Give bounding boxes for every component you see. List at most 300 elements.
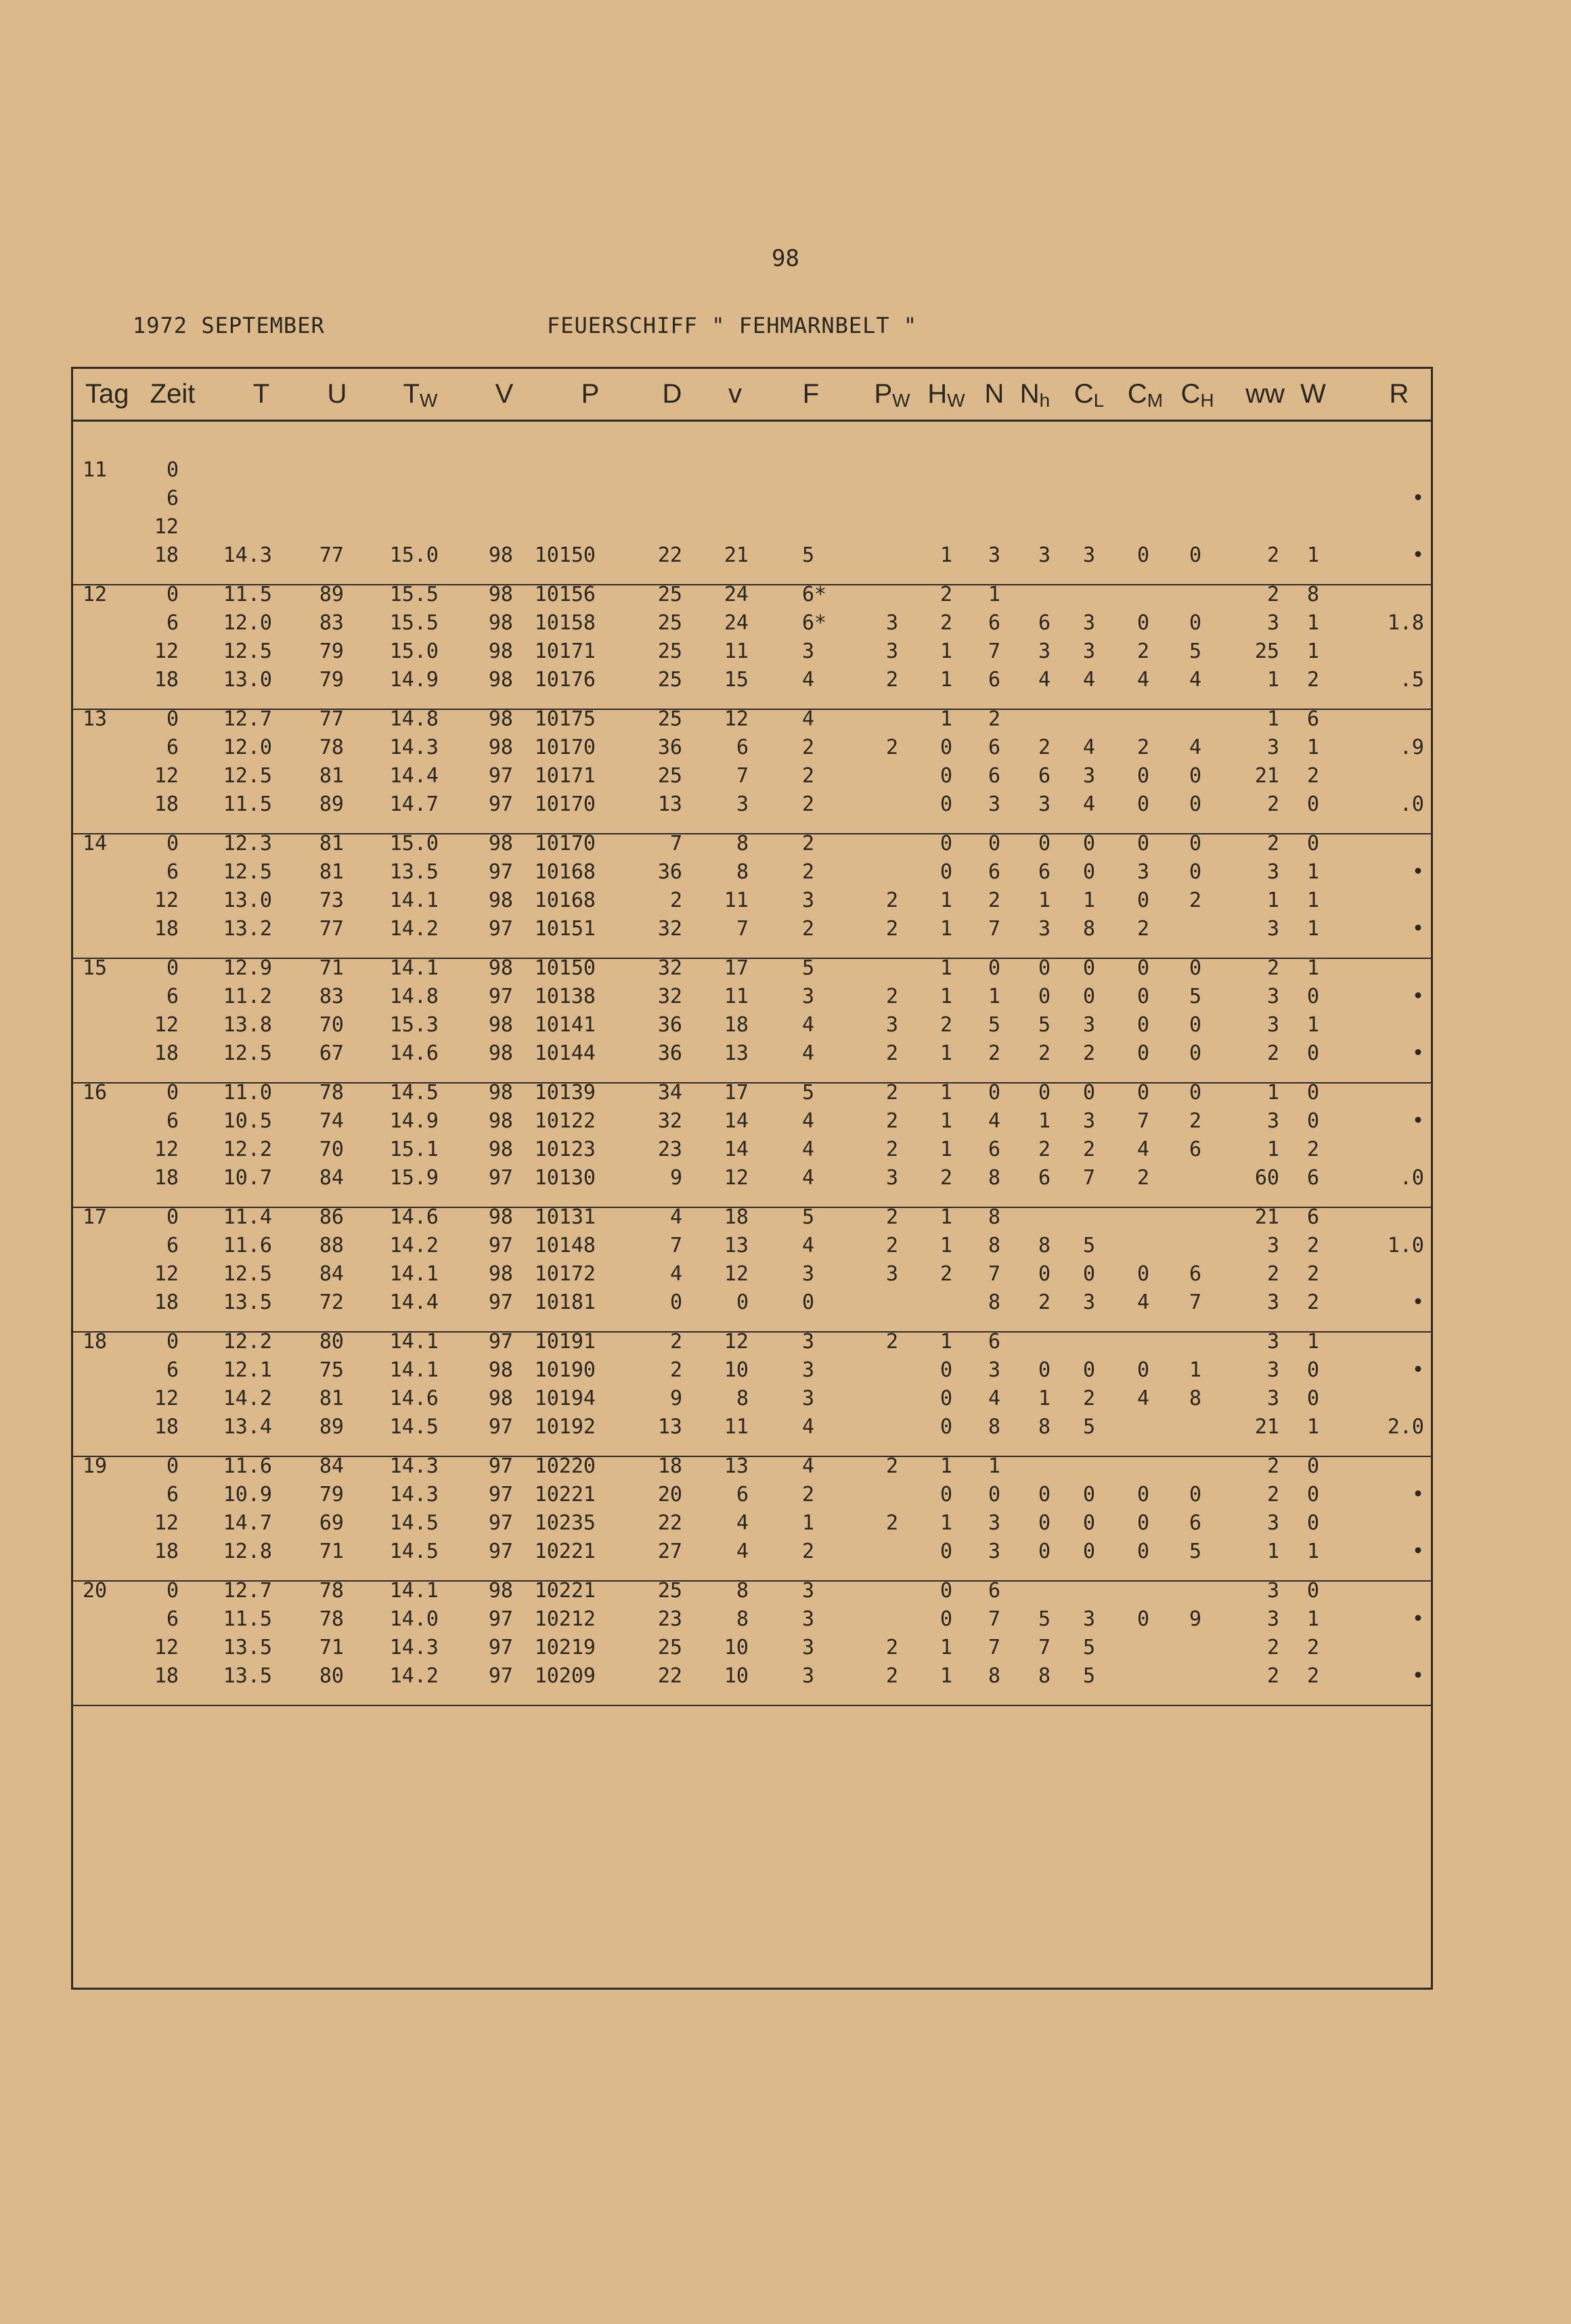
cell-cl: 0 [1082, 832, 1096, 855]
cell-tw: 15.9 [389, 1166, 439, 1190]
cell-nh: 0 [1038, 1483, 1051, 1506]
cell-ch: 7 [1189, 1291, 1202, 1314]
group-rule [71, 709, 1433, 710]
cell-t: 12.3 [223, 832, 272, 855]
cell-f: 5 [802, 1205, 815, 1229]
cell-pw: 2 [885, 985, 899, 1008]
cell-v: 98 [488, 640, 513, 663]
cell-cm: 0 [1136, 889, 1150, 912]
cell-zeit: 0 [166, 583, 179, 606]
cell-cl: 1 [1082, 889, 1096, 912]
cell-u: 69 [319, 1511, 344, 1535]
cell-t: 13.0 [223, 668, 272, 692]
cell-tw: 14.1 [389, 956, 439, 980]
cell-n: 7 [988, 1636, 1001, 1659]
cell-zeit: 6 [166, 736, 179, 759]
cell-zeit: 0 [166, 832, 179, 855]
cell-f: 2 [802, 1540, 815, 1563]
cell-ch: 0 [1189, 792, 1202, 816]
cell-cm: 2 [1136, 1166, 1150, 1190]
cell-d: 23 [657, 1138, 682, 1161]
cell-nh: 6 [1038, 860, 1051, 884]
col-header-u: U [327, 379, 347, 409]
cell-t: 14.2 [223, 1387, 272, 1410]
cell-n: 6 [988, 764, 1001, 788]
col-header-zeit: Zeit [150, 379, 196, 409]
cell-p: 10156 [534, 583, 596, 606]
cell-ch: 4 [1189, 736, 1202, 759]
cell-pw: 2 [885, 668, 899, 692]
cell-tw: 14.4 [389, 764, 439, 788]
cell-cm: 3 [1136, 860, 1150, 884]
cell-p: 10175 [534, 707, 596, 731]
cell-tw: 14.5 [389, 1081, 439, 1104]
cell-nh: 6 [1038, 1166, 1051, 1190]
cell-v: 97 [488, 1483, 513, 1506]
cell-t: 12.5 [223, 860, 272, 884]
cell-ch: 0 [1189, 1042, 1202, 1065]
cell-ch: 0 [1189, 764, 1202, 788]
cell-zeit: 0 [166, 956, 179, 980]
cell-cm: 0 [1136, 1081, 1150, 1104]
cell-u: 84 [319, 1166, 344, 1190]
cell-n: 1 [988, 583, 1001, 606]
cell-t: 12.7 [223, 707, 272, 731]
cell-p: 10221 [534, 1483, 596, 1506]
cell-zeit: 0 [166, 1081, 179, 1104]
cell-t: 12.5 [223, 1262, 272, 1286]
cell-tw: 14.5 [389, 1415, 439, 1439]
cell-ww: 3 [1266, 1234, 1279, 1257]
cell-p: 10150 [534, 543, 596, 567]
cell-p: 10139 [534, 1081, 596, 1104]
cell-hw: 1 [939, 1042, 953, 1065]
cell-n: 0 [988, 832, 1001, 855]
cell-v: 97 [488, 764, 513, 788]
cell-tw: 14.3 [389, 736, 439, 759]
cell-tw: 14.1 [389, 889, 439, 912]
col-header-pw: $P_W$ [874, 379, 910, 411]
cell-ww: 3 [1266, 1511, 1279, 1535]
cell-ww: 3 [1266, 1607, 1279, 1631]
cell-vv: 13 [724, 1234, 749, 1257]
cell-v: 97 [488, 1511, 513, 1535]
cell-n: 8 [988, 1291, 1001, 1314]
cell-r: • [1411, 1483, 1424, 1506]
cell-u: 86 [319, 1205, 344, 1229]
cell-nh: 2 [1038, 1291, 1051, 1314]
cell-v: 98 [488, 1205, 513, 1229]
cell-v: 98 [488, 611, 513, 635]
cell-tw: 14.1 [389, 1579, 439, 1603]
cell-w: 0 [1306, 1358, 1320, 1382]
cell-nh: 7 [1038, 1636, 1051, 1659]
cell-d: 32 [657, 917, 682, 941]
cell-nh: 0 [1038, 956, 1051, 980]
cell-n: 7 [988, 640, 1001, 663]
cell-ww: 3 [1266, 736, 1279, 759]
cell-f: 5 [802, 1081, 815, 1104]
cell-vv: 6 [736, 1483, 749, 1506]
cell-f: 3 [802, 1579, 815, 1603]
cell-d: 36 [657, 736, 682, 759]
cell-p: 10151 [534, 917, 596, 941]
cell-zeit: 6 [166, 487, 179, 510]
cell-ww: 1 [1266, 668, 1279, 692]
cell-vv: 10 [724, 1664, 749, 1688]
cell-p: 10171 [534, 764, 596, 788]
cell-zeit: 0 [166, 1205, 179, 1229]
cell-n: 7 [988, 917, 1001, 941]
cell-r: • [1411, 1664, 1424, 1688]
group-rule [71, 1082, 1433, 1083]
cell-v: 98 [488, 1579, 513, 1603]
cell-n: 6 [988, 1138, 1001, 1161]
cell-pw: 2 [885, 1234, 899, 1257]
cell-d: 25 [657, 668, 682, 692]
cell-zeit: 0 [166, 458, 179, 482]
cell-t: 13.8 [223, 1013, 272, 1037]
cell-r: • [1411, 860, 1424, 884]
cell-v: 97 [488, 860, 513, 884]
cell-u: 84 [319, 1454, 344, 1478]
cell-n: 6 [988, 668, 1001, 692]
col-header-nh: $N_h$ [1019, 379, 1050, 411]
cell-cl: 4 [1082, 668, 1096, 692]
cell-ww: 21 [1254, 764, 1279, 788]
cell-v: 98 [488, 1387, 513, 1410]
cell-p: 10172 [534, 1262, 596, 1286]
cell-pw: 2 [885, 1138, 899, 1161]
cell-zeit: 18 [154, 917, 179, 941]
cell-p: 10219 [534, 1636, 596, 1659]
cell-ww: 3 [1266, 1109, 1279, 1133]
cell-f: 0 [802, 1291, 815, 1314]
cell-ch: 1 [1189, 1358, 1202, 1382]
cell-w: 1 [1306, 543, 1320, 567]
cell-zeit: 18 [154, 1664, 179, 1688]
cell-zeit: 0 [166, 1454, 179, 1478]
cell-t: 12.2 [223, 1330, 272, 1354]
cell-vv: 8 [736, 1387, 749, 1410]
cell-p: 10141 [534, 1013, 596, 1037]
cell-ww: 3 [1266, 1579, 1279, 1603]
cell-tw: 14.0 [389, 1607, 439, 1631]
cell-d: 36 [657, 860, 682, 884]
cell-n: 3 [988, 543, 1001, 567]
group-rule [71, 958, 1433, 959]
cell-w: 0 [1306, 1579, 1320, 1603]
cell-ww: 2 [1266, 1483, 1279, 1506]
group-rule [71, 1207, 1433, 1208]
cell-zeit: 12 [154, 1636, 179, 1659]
cell-d: 32 [657, 1109, 682, 1133]
cell-hw: 0 [939, 764, 953, 788]
cell-hw: 0 [939, 1415, 953, 1439]
cell-hw: 1 [939, 1454, 953, 1478]
cell-n: 3 [988, 1358, 1001, 1382]
cell-d: 34 [657, 1081, 682, 1104]
cell-d: 2 [669, 1330, 682, 1354]
cell-n: 1 [988, 985, 1001, 1008]
cell-cm: 2 [1136, 736, 1150, 759]
cell-cm: 0 [1136, 543, 1150, 567]
cell-tw: 14.4 [389, 1291, 439, 1314]
cell-r: • [1411, 917, 1424, 941]
cell-d: 9 [669, 1387, 682, 1410]
cell-cm: 0 [1136, 611, 1150, 635]
cell-u: 81 [319, 860, 344, 884]
cell-hw: 1 [939, 985, 953, 1008]
cell-d: 23 [657, 1607, 682, 1631]
cell-f: 5 [802, 543, 815, 567]
cell-ww: 3 [1266, 1013, 1279, 1037]
cell-r: 1.0 [1387, 1234, 1424, 1257]
cell-w: 1 [1306, 889, 1320, 912]
cell-d: 32 [657, 985, 682, 1008]
day-tag: 14 [83, 832, 108, 855]
cell-p: 10122 [534, 1109, 596, 1133]
cell-cl: 3 [1082, 640, 1096, 663]
cell-v: 98 [488, 1042, 513, 1065]
cell-w: 0 [1306, 1454, 1320, 1478]
cell-d: 25 [657, 583, 682, 606]
cell-cm: 0 [1136, 792, 1150, 816]
cell-v: 97 [488, 1636, 513, 1659]
cell-t: 13.5 [223, 1636, 272, 1659]
cell-pw: 2 [885, 889, 899, 912]
cell-n: 1 [988, 1454, 1001, 1478]
cell-v: 97 [488, 1664, 513, 1688]
col-header-ww: ww [1245, 379, 1285, 409]
cell-p: 10170 [534, 736, 596, 759]
cell-v: 98 [488, 668, 513, 692]
cell-p: 10220 [534, 1454, 596, 1478]
cell-w: 1 [1306, 956, 1320, 980]
cell-ch: 0 [1189, 1483, 1202, 1506]
cell-nh: 8 [1038, 1234, 1051, 1257]
cell-tw: 13.5 [389, 860, 439, 884]
cell-hw: 0 [939, 736, 953, 759]
cell-f: 3 [802, 1607, 815, 1631]
cell-cm: 0 [1136, 1262, 1150, 1286]
cell-cm: 4 [1136, 1138, 1150, 1161]
cell-u: 89 [319, 792, 344, 816]
cell-w: 0 [1306, 792, 1320, 816]
cell-tw: 14.6 [389, 1387, 439, 1410]
cell-d: 25 [657, 1636, 682, 1659]
cell-n: 3 [988, 1511, 1001, 1535]
cell-zeit: 0 [166, 707, 179, 731]
cell-p: 10192 [534, 1415, 596, 1439]
cell-vv: 11 [724, 889, 749, 912]
cell-d: 36 [657, 1013, 682, 1037]
cell-zeit: 0 [166, 1330, 179, 1354]
cell-u: 78 [319, 1081, 344, 1104]
cell-d: 22 [657, 1511, 682, 1535]
cell-t: 12.0 [223, 736, 272, 759]
cell-u: 84 [319, 1262, 344, 1286]
cell-n: 2 [988, 707, 1001, 731]
cell-ch: 0 [1189, 860, 1202, 884]
cell-n: 7 [988, 1262, 1001, 1286]
cell-tw: 14.1 [389, 1330, 439, 1354]
cell-w: 0 [1306, 1042, 1320, 1065]
cell-cm: 0 [1136, 1358, 1150, 1382]
cell-zeit: 6 [166, 1234, 179, 1257]
cell-n: 2 [988, 889, 1001, 912]
cell-zeit: 6 [166, 1358, 179, 1382]
cell-f: 4 [802, 1454, 815, 1478]
cell-pw: 2 [885, 1081, 899, 1104]
cell-w: 0 [1306, 985, 1320, 1008]
cell-nh: 1 [1038, 1387, 1051, 1410]
cell-cl: 3 [1082, 1109, 1096, 1133]
cell-u: 83 [319, 611, 344, 635]
col-header-cm: $C_M$ [1127, 379, 1164, 411]
cell-d: 2 [669, 889, 682, 912]
cell-vv: 10 [724, 1636, 749, 1659]
cell-cl: 0 [1082, 956, 1096, 980]
group-rule [71, 1705, 1433, 1706]
day-tag: 19 [83, 1454, 108, 1478]
cell-tw: 14.2 [389, 1664, 439, 1688]
cell-f: 3 [802, 889, 815, 912]
cell-zeit: 12 [154, 515, 179, 539]
cell-v: 98 [488, 956, 513, 980]
cell-n: 8 [988, 1234, 1001, 1257]
cell-d: 18 [657, 1454, 682, 1478]
cell-cl: 0 [1082, 860, 1096, 884]
cell-ww: 1 [1266, 889, 1279, 912]
cell-nh: 8 [1038, 1415, 1051, 1439]
cell-t: 11.5 [223, 792, 272, 816]
cell-zeit: 6 [166, 1607, 179, 1631]
cell-d: 2 [669, 1358, 682, 1382]
cell-t: 13.5 [223, 1664, 272, 1688]
cell-u: 74 [319, 1109, 344, 1133]
cell-p: 10144 [534, 1042, 596, 1065]
cell-ch: 2 [1189, 1109, 1202, 1133]
cell-w: 0 [1306, 1081, 1320, 1104]
cell-cl: 0 [1082, 1358, 1096, 1382]
cell-f: 2 [802, 917, 815, 941]
cell-u: 78 [319, 1607, 344, 1631]
cell-tw: 14.1 [389, 1262, 439, 1286]
cell-nh: 1 [1038, 889, 1051, 912]
cell-p: 10235 [534, 1511, 596, 1535]
cell-cm: 2 [1136, 917, 1150, 941]
cell-t: 13.0 [223, 889, 272, 912]
cell-f: 2 [802, 1483, 815, 1506]
cell-w: 2 [1306, 1636, 1320, 1659]
cell-hw: 1 [939, 1138, 953, 1161]
cell-vv: 24 [724, 583, 749, 606]
cell-nh: 3 [1038, 543, 1051, 567]
cell-hw: 1 [939, 1205, 953, 1229]
cell-cl: 3 [1082, 1013, 1096, 1037]
cell-n: 8 [988, 1166, 1001, 1190]
table-frame [71, 367, 1433, 1990]
cell-n: 6 [988, 1330, 1001, 1354]
cell-f: 3 [802, 640, 815, 663]
col-header-ch: $C_H$ [1180, 379, 1214, 411]
cell-v: 98 [488, 1013, 513, 1037]
cell-ww: 2 [1266, 1664, 1279, 1688]
cell-r: • [1411, 1607, 1424, 1631]
cell-w: 1 [1306, 640, 1320, 663]
cell-t: 11.0 [223, 1081, 272, 1104]
cell-hw: 0 [939, 1607, 953, 1631]
cell-vv: 7 [736, 764, 749, 788]
cell-f: 4 [802, 1042, 815, 1065]
cell-t: 11.6 [223, 1454, 272, 1478]
cell-hw: 1 [939, 1109, 953, 1133]
cell-f: 2 [802, 832, 815, 855]
cell-n: 3 [988, 1540, 1001, 1563]
cell-vv: 18 [724, 1205, 749, 1229]
cell-p: 10170 [534, 792, 596, 816]
cell-v: 97 [488, 917, 513, 941]
cell-r: • [1411, 1109, 1424, 1133]
cell-u: 81 [319, 764, 344, 788]
cell-ch: 9 [1189, 1607, 1202, 1631]
cell-cl: 5 [1082, 1234, 1096, 1257]
cell-hw: 1 [939, 956, 953, 980]
cell-p: 10191 [534, 1330, 596, 1354]
cell-tw: 14.9 [389, 668, 439, 692]
cell-w: 2 [1306, 668, 1320, 692]
cell-cl: 0 [1082, 1511, 1096, 1535]
cell-tw: 14.7 [389, 792, 439, 816]
col-header-p: P [581, 379, 600, 409]
cell-ww: 2 [1266, 956, 1279, 980]
cell-t: 13.5 [223, 1291, 272, 1314]
cell-r: • [1411, 543, 1424, 567]
cell-hw: 1 [939, 1234, 953, 1257]
cell-u: 67 [319, 1042, 344, 1065]
cell-vv: 12 [724, 1166, 749, 1190]
cell-hw: 1 [939, 917, 953, 941]
cell-tw: 14.5 [389, 1511, 439, 1535]
cell-p: 10131 [534, 1205, 596, 1229]
cell-f: 2 [802, 860, 815, 884]
cell-cl: 0 [1082, 1081, 1096, 1104]
col-header-tag: Tag [85, 379, 129, 409]
cell-ww: 3 [1266, 611, 1279, 635]
cell-ww: 2 [1266, 543, 1279, 567]
cell-u: 79 [319, 1483, 344, 1506]
cell-hw: 0 [939, 1579, 953, 1603]
cell-f: 5 [802, 956, 815, 980]
day-tag: 15 [83, 956, 108, 980]
cell-nh: 8 [1038, 1664, 1051, 1688]
cell-w: 0 [1306, 1483, 1320, 1506]
cell-r: • [1411, 487, 1424, 510]
cell-ww: 3 [1266, 1330, 1279, 1354]
cell-zeit: 12 [154, 1138, 179, 1161]
cell-u: 71 [319, 1540, 344, 1563]
cell-w: 1 [1306, 611, 1320, 635]
cell-r: 2.0 [1387, 1415, 1424, 1439]
cell-ww: 1 [1266, 1081, 1279, 1104]
cell-vv: 8 [736, 832, 749, 855]
cell-cm: 2 [1136, 640, 1150, 663]
cell-hw: 2 [939, 611, 953, 635]
cell-ww: 3 [1266, 1291, 1279, 1314]
cell-n: 3 [988, 792, 1001, 816]
group-rule [71, 584, 1433, 585]
